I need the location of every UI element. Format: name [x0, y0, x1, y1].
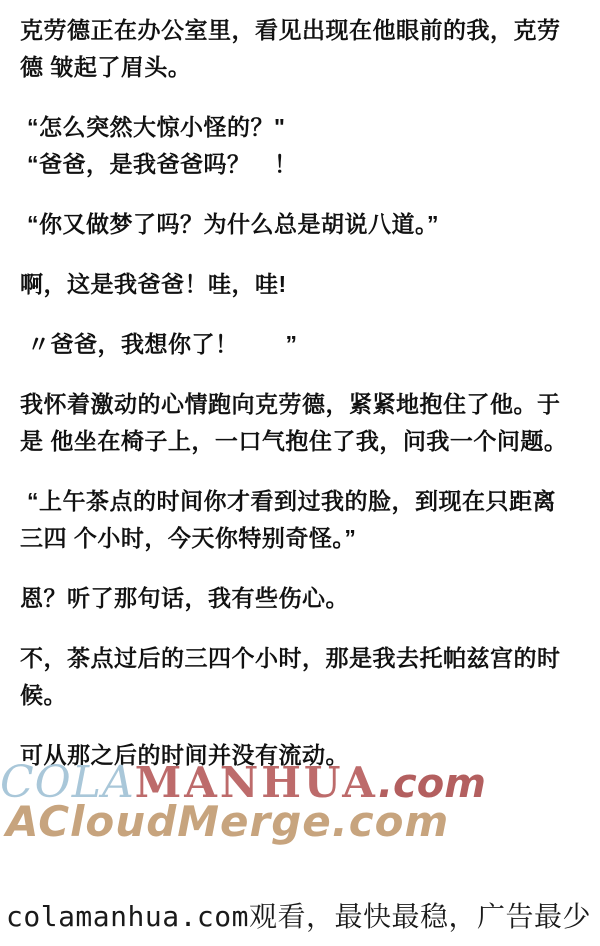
paragraph: [20, 483, 580, 557]
text-line: “你又做梦了吗？为什么总是胡说八道。”: [27, 211, 439, 237]
watermark-manhua-text: MANHUA: [134, 758, 378, 807]
text-line: 〃爸爸，我想你了！ ”: [27, 331, 298, 357]
watermark-cola-text: COLA: [0, 757, 135, 808]
paragraph: [20, 737, 580, 774]
paragraph: [20, 12, 580, 86]
paragraph: [20, 326, 580, 363]
text-line: “怎么突然大惊小怪的？": [27, 114, 286, 140]
story-text: [0, 12, 600, 774]
footer-promo-text: colamanhua.com观看，最快最稳，广告最少: [6, 900, 592, 933]
paragraph: [20, 206, 580, 243]
text-line: “爸爸，是我爸爸吗？ ！: [27, 151, 298, 177]
paragraph: [20, 109, 580, 183]
watermark-dotcom-text: .com: [377, 761, 486, 807]
text-line: 可从那之后的时间并没有流动。: [20, 742, 349, 768]
text-line: 是 他坐在椅子上，一口气抱住了我，问我一个问题。: [20, 428, 568, 454]
text-line: 克劳德正在办公室里，看见出现在他眼前的我，克劳: [20, 17, 561, 43]
watermark-acloudmerge: ACloudMerge.com: [6, 797, 450, 846]
text-line: 候。: [20, 682, 67, 708]
text-line: 三四 个小时，今天你特别奇怪。”: [20, 525, 357, 551]
paragraph: [20, 580, 580, 617]
text-line: 啊，这是我爸爸！哇，哇!: [20, 271, 287, 297]
text-line: “上午茶点的时间你才看到过我的脸，到现在只距离: [27, 488, 556, 514]
text-line: 德 皱起了眉头。: [20, 54, 192, 80]
footer-promo-bar: [0, 896, 600, 946]
paragraph: [20, 640, 580, 714]
paragraph: [20, 266, 580, 303]
text-line: 我怀着激动的心情跑向克劳德，紧紧地抱住了他。于: [20, 391, 561, 417]
text-line: 恩？听了那句话，我有些伤心。: [20, 585, 349, 611]
paragraph: [20, 386, 580, 460]
text-line: 不，茶点过后的三四个小时，那是我去托帕兹宫的时: [20, 645, 561, 671]
